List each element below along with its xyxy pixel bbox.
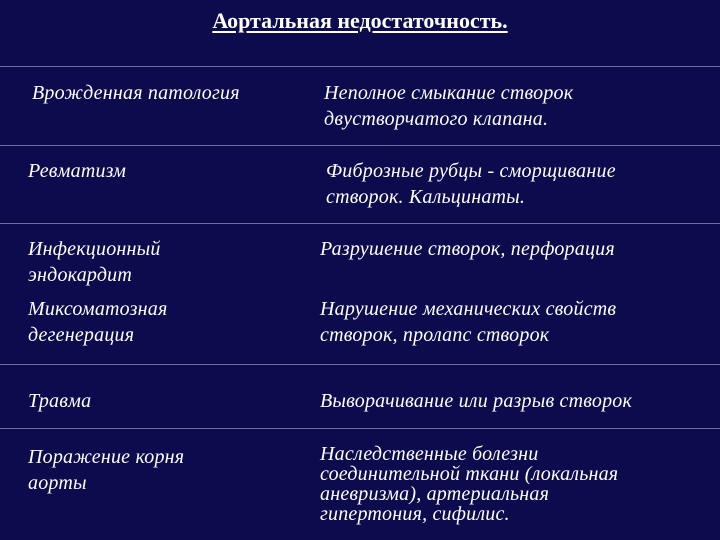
cause-trauma <box>28 388 91 414</box>
effect-congenital <box>324 80 573 132</box>
cause-line: Ревматизм <box>28 160 127 182</box>
effect-line: створок, пролапс створок <box>320 324 550 346</box>
effect-aortic-root <box>320 444 618 524</box>
cause-line: Травма <box>28 390 92 412</box>
effect-rheumatism <box>326 158 616 210</box>
effect-line: Неполное смыкание створок <box>324 82 574 104</box>
row-divider <box>0 428 720 429</box>
effect-endocarditis <box>320 236 615 262</box>
effect-line: соединительной ткани (локальная <box>320 463 619 485</box>
effect-myxomatous <box>320 296 616 348</box>
cause-line: Инфекционный <box>28 238 161 260</box>
effect-line: Наследственные болезни <box>320 443 539 465</box>
effect-line: аневризма), артериальная <box>320 483 550 505</box>
cause-myxomatous <box>28 296 167 348</box>
effect-line: створок. Кальцинаты. <box>326 186 526 208</box>
slide-title: Аортальная недостаточность. <box>212 8 508 33</box>
cause-line: Поражение корня <box>28 446 185 468</box>
cause-line: Миксоматозная <box>28 298 168 320</box>
effect-line: Нарушение механических свойств <box>320 298 617 320</box>
row-divider <box>0 66 720 67</box>
effect-trauma <box>320 388 632 414</box>
row-divider <box>0 223 720 224</box>
effect-line: двустворчатого клапана. <box>324 108 549 130</box>
effect-line: Фиброзные рубцы - сморщивание <box>326 160 616 182</box>
cause-line: эндокардит <box>28 264 133 286</box>
cause-congenital <box>32 80 240 106</box>
cause-line: дегенерация <box>28 324 135 346</box>
effect-line: гипертония, сифилис. <box>320 503 510 525</box>
effect-line: Разрушение створок, перфорация <box>320 238 615 260</box>
row-divider <box>0 145 720 146</box>
cause-aortic-root <box>28 444 184 496</box>
cause-line: Врожденная патология <box>32 82 240 104</box>
effect-line: Выворачивание или разрыв створок <box>320 390 633 412</box>
cause-endocarditis <box>28 236 161 288</box>
cause-line: аорты <box>28 472 87 494</box>
cause-rheumatism <box>28 158 126 184</box>
row-divider <box>0 364 720 365</box>
